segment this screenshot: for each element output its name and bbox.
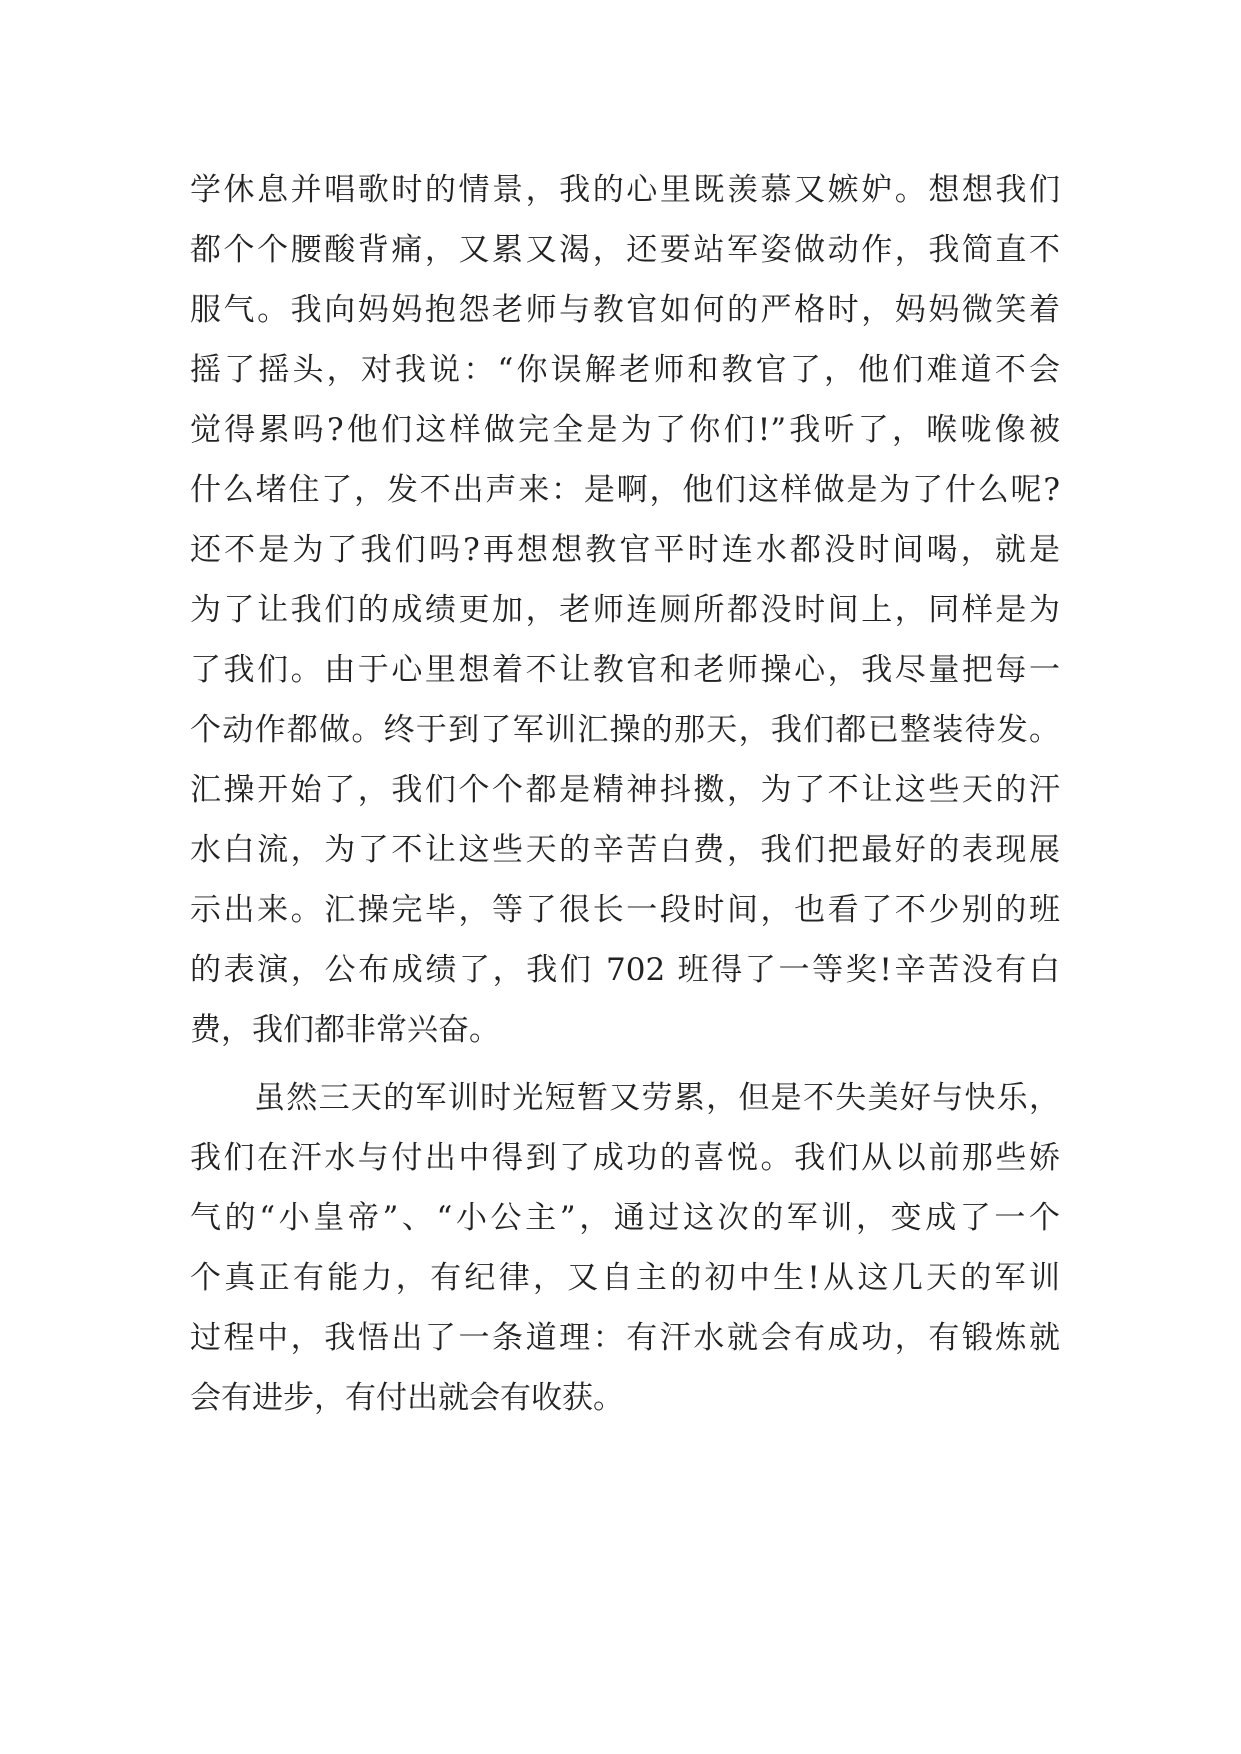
text-line: 费，我们都非常兴奋。: [190, 1012, 500, 1048]
text-line: 我们在汗水与付出中得到了成功的喜悦。我们从以前那些娇: [190, 1140, 1060, 1176]
text-line: 摇了摇头，对我说：“你误解老师和教官了，他们难道不会: [190, 352, 1060, 388]
text-line: 虽然三天的军训时光短暂又劳累，但是不失美好与快乐，: [254, 1080, 1060, 1116]
text-line: 什么堵住了，发不出声来：是啊，他们这样做是为了什么呢?: [190, 472, 1060, 508]
text-line: 示出来。汇操完毕，等了很长一段时间，也看了不少别的班: [190, 892, 1060, 928]
text-line: 汇操开始了，我们个个都是精神抖擞，为了不让这些天的汗: [190, 772, 1060, 808]
text-line: 觉得累吗?他们这样做完全是为了你们!”我听了，喉咙像被: [190, 412, 1060, 448]
text-line: 气的“小皇帝”、“小公主”，通过这次的军训，变成了一个: [190, 1200, 1060, 1236]
text-line: 为了让我们的成绩更加，老师连厕所都没时间上，同样是为: [190, 592, 1060, 628]
text-line: 的表演，公布成绩了，我们 702 班得了一等奖!辛苦没有白: [190, 952, 1060, 988]
text-line: 还不是为了我们吗?再想想教官平时连水都没时间喝，就是: [190, 532, 1060, 568]
document-body: [190, 160, 1060, 1428]
text-line: 了我们。由于心里想着不让教官和老师操心，我尽量把每一: [190, 652, 1060, 688]
text-line: 会有进步，有付出就会有收获。: [190, 1380, 624, 1416]
text-line: 服气。我向妈妈抱怨老师与教官如何的严格时，妈妈微笑着: [190, 292, 1060, 328]
text-line: 学休息并唱歌时的情景，我的心里既羡慕又嫉妒。想想我们: [190, 172, 1060, 208]
paragraph-2: [190, 1068, 1060, 1428]
text-line: 都个个腰酸背痛，又累又渴，还要站军姿做动作，我简直不: [190, 232, 1060, 268]
text-line: 个动作都做。终于到了军训汇操的那天，我们都已整装待发。: [190, 712, 1060, 748]
text-line: 过程中，我悟出了一条道理：有汗水就会有成功，有锻炼就: [190, 1320, 1060, 1356]
text-line: 水白流，为了不让这些天的辛苦白费，我们把最好的表现展: [190, 832, 1060, 868]
paragraph-gap: [190, 1060, 1060, 1068]
paragraph-1: [190, 160, 1060, 1060]
text-line: 个真正有能力，有纪律，又自主的初中生!从这几天的军训: [190, 1260, 1060, 1296]
